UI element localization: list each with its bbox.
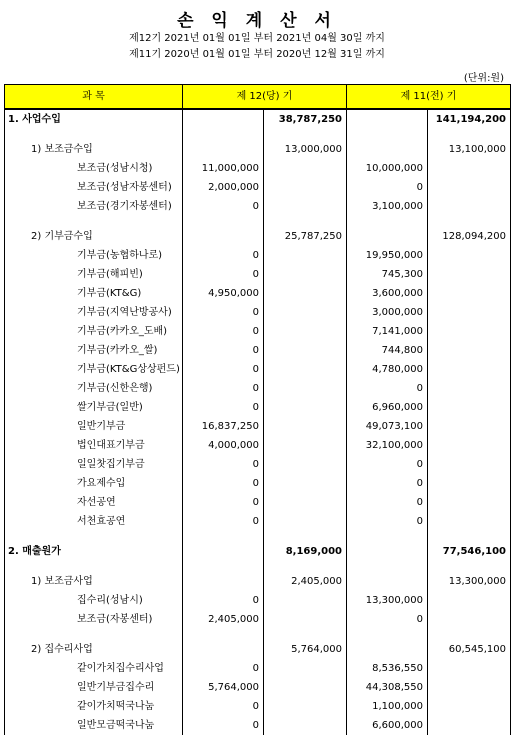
previous-total-amount bbox=[428, 455, 511, 474]
previous-detail-amount: 744,800 bbox=[347, 341, 428, 360]
spacer-cell bbox=[264, 531, 347, 542]
current-detail-amount: 0 bbox=[183, 474, 264, 493]
section-row bbox=[5, 109, 511, 129]
current-detail-amount: 2,000,000 bbox=[183, 178, 264, 197]
current-total-amount bbox=[264, 265, 347, 284]
current-detail-amount: 0 bbox=[183, 246, 264, 265]
current-total-amount bbox=[264, 159, 347, 178]
spacer-cell bbox=[428, 629, 511, 640]
current-detail-amount: 5,764,000 bbox=[183, 678, 264, 697]
previous-total-amount bbox=[428, 417, 511, 436]
item-row bbox=[5, 197, 511, 216]
previous-total-amount: 13,300,000 bbox=[428, 572, 511, 591]
item-row bbox=[5, 246, 511, 265]
account-label: 기부금(카카오_도배) bbox=[5, 322, 183, 341]
current-total-amount bbox=[264, 379, 347, 398]
current-detail-amount: 0 bbox=[183, 341, 264, 360]
account-label: 법인대표기부금 bbox=[5, 436, 183, 455]
previous-detail-amount: 0 bbox=[347, 455, 428, 474]
previous-total-amount bbox=[428, 303, 511, 322]
previous-total-amount bbox=[428, 512, 511, 531]
current-detail-amount: 0 bbox=[183, 303, 264, 322]
spacer-cell bbox=[428, 129, 511, 140]
item-row bbox=[5, 591, 511, 610]
current-total-amount bbox=[264, 455, 347, 474]
current-total-amount bbox=[264, 512, 347, 531]
previous-total-amount bbox=[428, 697, 511, 716]
current-total-amount bbox=[264, 659, 347, 678]
current-total-amount bbox=[264, 398, 347, 417]
previous-detail-amount bbox=[347, 640, 428, 659]
current-total-amount bbox=[264, 322, 347, 341]
item-row bbox=[5, 322, 511, 341]
previous-total-amount bbox=[428, 493, 511, 512]
account-label: 같이가치떡국나눔 bbox=[5, 697, 183, 716]
current-total-amount: 13,000,000 bbox=[264, 140, 347, 159]
account-label: 보조금(성남자봉센터) bbox=[5, 178, 183, 197]
item-row bbox=[5, 474, 511, 493]
spacer-row bbox=[5, 531, 511, 542]
current-detail-amount bbox=[183, 640, 264, 659]
previous-total-amount bbox=[428, 197, 511, 216]
previous-detail-amount: 49,073,100 bbox=[347, 417, 428, 436]
item-row bbox=[5, 417, 511, 436]
previous-detail-amount: 3,100,000 bbox=[347, 197, 428, 216]
account-label: 보조금(자봉센터) bbox=[5, 610, 183, 629]
account-label: 가요제수입 bbox=[5, 474, 183, 493]
spacer-cell bbox=[5, 561, 183, 572]
current-detail-amount: 0 bbox=[183, 379, 264, 398]
spacer-cell bbox=[264, 629, 347, 640]
spacer-cell bbox=[183, 561, 264, 572]
account-label: 일일찻집기부금 bbox=[5, 455, 183, 474]
item-row bbox=[5, 512, 511, 531]
account-label: 기부금(KT&G상상펀드) bbox=[5, 360, 183, 379]
previous-detail-amount: 0 bbox=[347, 178, 428, 197]
spacer-cell bbox=[183, 531, 264, 542]
previous-detail-amount: 6,600,000 bbox=[347, 716, 428, 735]
previous-detail-amount bbox=[347, 542, 428, 561]
current-total-amount bbox=[264, 436, 347, 455]
account-label: 보조금(경기자봉센터) bbox=[5, 197, 183, 216]
previous-detail-amount: 0 bbox=[347, 610, 428, 629]
previous-total-amount bbox=[428, 360, 511, 379]
item-row bbox=[5, 659, 511, 678]
previous-detail-amount: 4,780,000 bbox=[347, 360, 428, 379]
spacer-cell bbox=[347, 129, 428, 140]
account-label: 2) 기부금수입 bbox=[5, 227, 183, 246]
account-label: 기부금(KT&G) bbox=[5, 284, 183, 303]
current-detail-amount bbox=[183, 140, 264, 159]
previous-total-amount bbox=[428, 591, 511, 610]
previous-total-amount bbox=[428, 610, 511, 629]
current-total-amount: 2,405,000 bbox=[264, 572, 347, 591]
current-total-amount bbox=[264, 697, 347, 716]
current-detail-amount: 0 bbox=[183, 697, 264, 716]
current-detail-amount bbox=[183, 109, 264, 129]
header-current-period: 제 12(당) 기 bbox=[183, 85, 347, 110]
account-label: 기부금(지역난방공사) bbox=[5, 303, 183, 322]
current-total-amount bbox=[264, 303, 347, 322]
account-label: 쌀기부금(일반) bbox=[5, 398, 183, 417]
spacer-cell bbox=[264, 561, 347, 572]
account-label: 보조금(성남시청) bbox=[5, 159, 183, 178]
current-detail-amount: 0 bbox=[183, 322, 264, 341]
previous-detail-amount: 32,100,000 bbox=[347, 436, 428, 455]
current-total-amount bbox=[264, 360, 347, 379]
account-label: 기부금(카카오_쌀) bbox=[5, 341, 183, 360]
current-detail-amount bbox=[183, 542, 264, 561]
current-total-amount bbox=[264, 493, 347, 512]
item-row bbox=[5, 159, 511, 178]
account-label: 1) 보조금사업 bbox=[5, 572, 183, 591]
previous-detail-amount: 0 bbox=[347, 493, 428, 512]
previous-detail-amount bbox=[347, 140, 428, 159]
current-detail-amount: 0 bbox=[183, 512, 264, 531]
period-previous: 제11기 2020년 01월 01일 부터 2020년 12월 31일 까지 bbox=[129, 49, 385, 60]
item-row bbox=[5, 360, 511, 379]
previous-detail-amount: 7,141,000 bbox=[347, 322, 428, 341]
current-total-amount: 38,787,250 bbox=[264, 109, 347, 129]
account-label: 집수리(성남시) bbox=[5, 591, 183, 610]
item-row bbox=[5, 284, 511, 303]
current-detail-amount: 16,837,250 bbox=[183, 417, 264, 436]
subsection-row bbox=[5, 572, 511, 591]
account-label: 일반기부금 bbox=[5, 417, 183, 436]
current-detail-amount: 0 bbox=[183, 716, 264, 735]
item-row bbox=[5, 379, 511, 398]
current-detail-amount: 0 bbox=[183, 197, 264, 216]
table-body bbox=[5, 109, 511, 735]
account-label: 기부금(농협하나로) bbox=[5, 246, 183, 265]
account-label: 기부금(신한은행) bbox=[5, 379, 183, 398]
current-total-amount bbox=[264, 678, 347, 697]
previous-total-amount bbox=[428, 265, 511, 284]
spacer-cell bbox=[428, 531, 511, 542]
spacer-cell bbox=[5, 531, 183, 542]
spacer-row bbox=[5, 629, 511, 640]
previous-total-amount bbox=[428, 284, 511, 303]
account-label: 1) 보조금수입 bbox=[5, 140, 183, 159]
account-label: 같이가치집수리사업 bbox=[5, 659, 183, 678]
previous-detail-amount: 19,950,000 bbox=[347, 246, 428, 265]
previous-total-amount bbox=[428, 246, 511, 265]
spacer-cell bbox=[428, 561, 511, 572]
document-title: 손 익 계 산 서 bbox=[177, 11, 337, 31]
table-header-row bbox=[5, 85, 511, 110]
previous-total-amount bbox=[428, 322, 511, 341]
current-total-amount bbox=[264, 178, 347, 197]
current-total-amount bbox=[264, 246, 347, 265]
item-row bbox=[5, 398, 511, 417]
header-previous-period: 제 11(전) 기 bbox=[347, 85, 511, 110]
spacer-cell bbox=[183, 629, 264, 640]
item-row bbox=[5, 178, 511, 197]
spacer-row bbox=[5, 129, 511, 140]
account-label: 1. 사업수입 bbox=[5, 109, 183, 129]
spacer-cell bbox=[264, 129, 347, 140]
subsection-row bbox=[5, 640, 511, 659]
current-total-amount bbox=[264, 197, 347, 216]
item-row bbox=[5, 265, 511, 284]
spacer-cell bbox=[5, 629, 183, 640]
spacer-cell bbox=[347, 216, 428, 227]
account-label: 서천효공연 bbox=[5, 512, 183, 531]
previous-total-amount: 77,546,100 bbox=[428, 542, 511, 561]
item-row bbox=[5, 341, 511, 360]
previous-total-amount: 60,545,100 bbox=[428, 640, 511, 659]
previous-total-amount: 141,194,200 bbox=[428, 109, 511, 129]
spacer-row bbox=[5, 561, 511, 572]
current-detail-amount bbox=[183, 227, 264, 246]
previous-total-amount bbox=[428, 341, 511, 360]
previous-total-amount bbox=[428, 436, 511, 455]
previous-total-amount: 13,100,000 bbox=[428, 140, 511, 159]
previous-detail-amount bbox=[347, 109, 428, 129]
current-total-amount bbox=[264, 716, 347, 735]
current-total-amount bbox=[264, 591, 347, 610]
spacer-cell bbox=[183, 216, 264, 227]
previous-detail-amount: 44,308,550 bbox=[347, 678, 428, 697]
previous-detail-amount: 745,300 bbox=[347, 265, 428, 284]
item-row bbox=[5, 493, 511, 512]
previous-detail-amount: 1,100,000 bbox=[347, 697, 428, 716]
current-detail-amount: 0 bbox=[183, 360, 264, 379]
header-account: 과 목 bbox=[5, 85, 183, 110]
current-total-amount: 8,169,000 bbox=[264, 542, 347, 561]
previous-detail-amount: 0 bbox=[347, 379, 428, 398]
account-label: 기부금(해피빈) bbox=[5, 265, 183, 284]
previous-detail-amount: 6,960,000 bbox=[347, 398, 428, 417]
account-label: 일반기부금집수리 bbox=[5, 678, 183, 697]
item-row bbox=[5, 678, 511, 697]
previous-detail-amount: 3,000,000 bbox=[347, 303, 428, 322]
current-detail-amount: 0 bbox=[183, 659, 264, 678]
previous-detail-amount: 8,536,550 bbox=[347, 659, 428, 678]
current-total-amount bbox=[264, 474, 347, 493]
item-row bbox=[5, 716, 511, 735]
current-detail-amount: 4,950,000 bbox=[183, 284, 264, 303]
spacer-cell bbox=[347, 531, 428, 542]
previous-total-amount: 128,094,200 bbox=[428, 227, 511, 246]
previous-total-amount bbox=[428, 678, 511, 697]
unit-label: (단위:원) bbox=[463, 73, 504, 84]
item-row bbox=[5, 436, 511, 455]
current-total-amount bbox=[264, 341, 347, 360]
current-detail-amount: 0 bbox=[183, 265, 264, 284]
spacer-cell bbox=[5, 129, 183, 140]
subsection-row bbox=[5, 140, 511, 159]
previous-detail-amount: 0 bbox=[347, 474, 428, 493]
previous-detail-amount bbox=[347, 227, 428, 246]
section-row bbox=[5, 542, 511, 561]
current-detail-amount: 4,000,000 bbox=[183, 436, 264, 455]
previous-detail-amount: 0 bbox=[347, 512, 428, 531]
current-detail-amount: 2,405,000 bbox=[183, 610, 264, 629]
item-row bbox=[5, 455, 511, 474]
current-total-amount: 5,764,000 bbox=[264, 640, 347, 659]
current-detail-amount: 11,000,000 bbox=[183, 159, 264, 178]
spacer-cell bbox=[183, 129, 264, 140]
account-label: 일반모금떡국나눔 bbox=[5, 716, 183, 735]
spacer-row bbox=[5, 216, 511, 227]
current-detail-amount: 0 bbox=[183, 591, 264, 610]
current-total-amount bbox=[264, 610, 347, 629]
spacer-cell bbox=[5, 216, 183, 227]
item-row bbox=[5, 697, 511, 716]
previous-total-amount bbox=[428, 178, 511, 197]
previous-total-amount bbox=[428, 474, 511, 493]
previous-detail-amount: 13,300,000 bbox=[347, 591, 428, 610]
account-label: 자선공연 bbox=[5, 493, 183, 512]
previous-total-amount bbox=[428, 159, 511, 178]
previous-detail-amount: 10,000,000 bbox=[347, 159, 428, 178]
item-row bbox=[5, 610, 511, 629]
previous-total-amount bbox=[428, 659, 511, 678]
income-statement-table bbox=[4, 84, 511, 735]
current-total-amount bbox=[264, 284, 347, 303]
spacer-cell bbox=[347, 629, 428, 640]
subsection-row bbox=[5, 227, 511, 246]
previous-total-amount bbox=[428, 398, 511, 417]
current-detail-amount bbox=[183, 572, 264, 591]
account-label: 2. 매출원가 bbox=[5, 542, 183, 561]
spacer-cell bbox=[264, 216, 347, 227]
current-total-amount: 25,787,250 bbox=[264, 227, 347, 246]
previous-detail-amount: 3,600,000 bbox=[347, 284, 428, 303]
period-current: 제12기 2021년 01월 01일 부터 2021년 04월 30일 까지 bbox=[129, 33, 385, 44]
previous-total-amount bbox=[428, 716, 511, 735]
item-row bbox=[5, 303, 511, 322]
current-detail-amount: 0 bbox=[183, 493, 264, 512]
previous-total-amount bbox=[428, 379, 511, 398]
account-label: 2) 집수리사업 bbox=[5, 640, 183, 659]
current-total-amount bbox=[264, 417, 347, 436]
current-detail-amount: 0 bbox=[183, 398, 264, 417]
current-detail-amount: 0 bbox=[183, 455, 264, 474]
previous-detail-amount bbox=[347, 572, 428, 591]
spacer-cell bbox=[347, 561, 428, 572]
spacer-cell bbox=[428, 216, 511, 227]
